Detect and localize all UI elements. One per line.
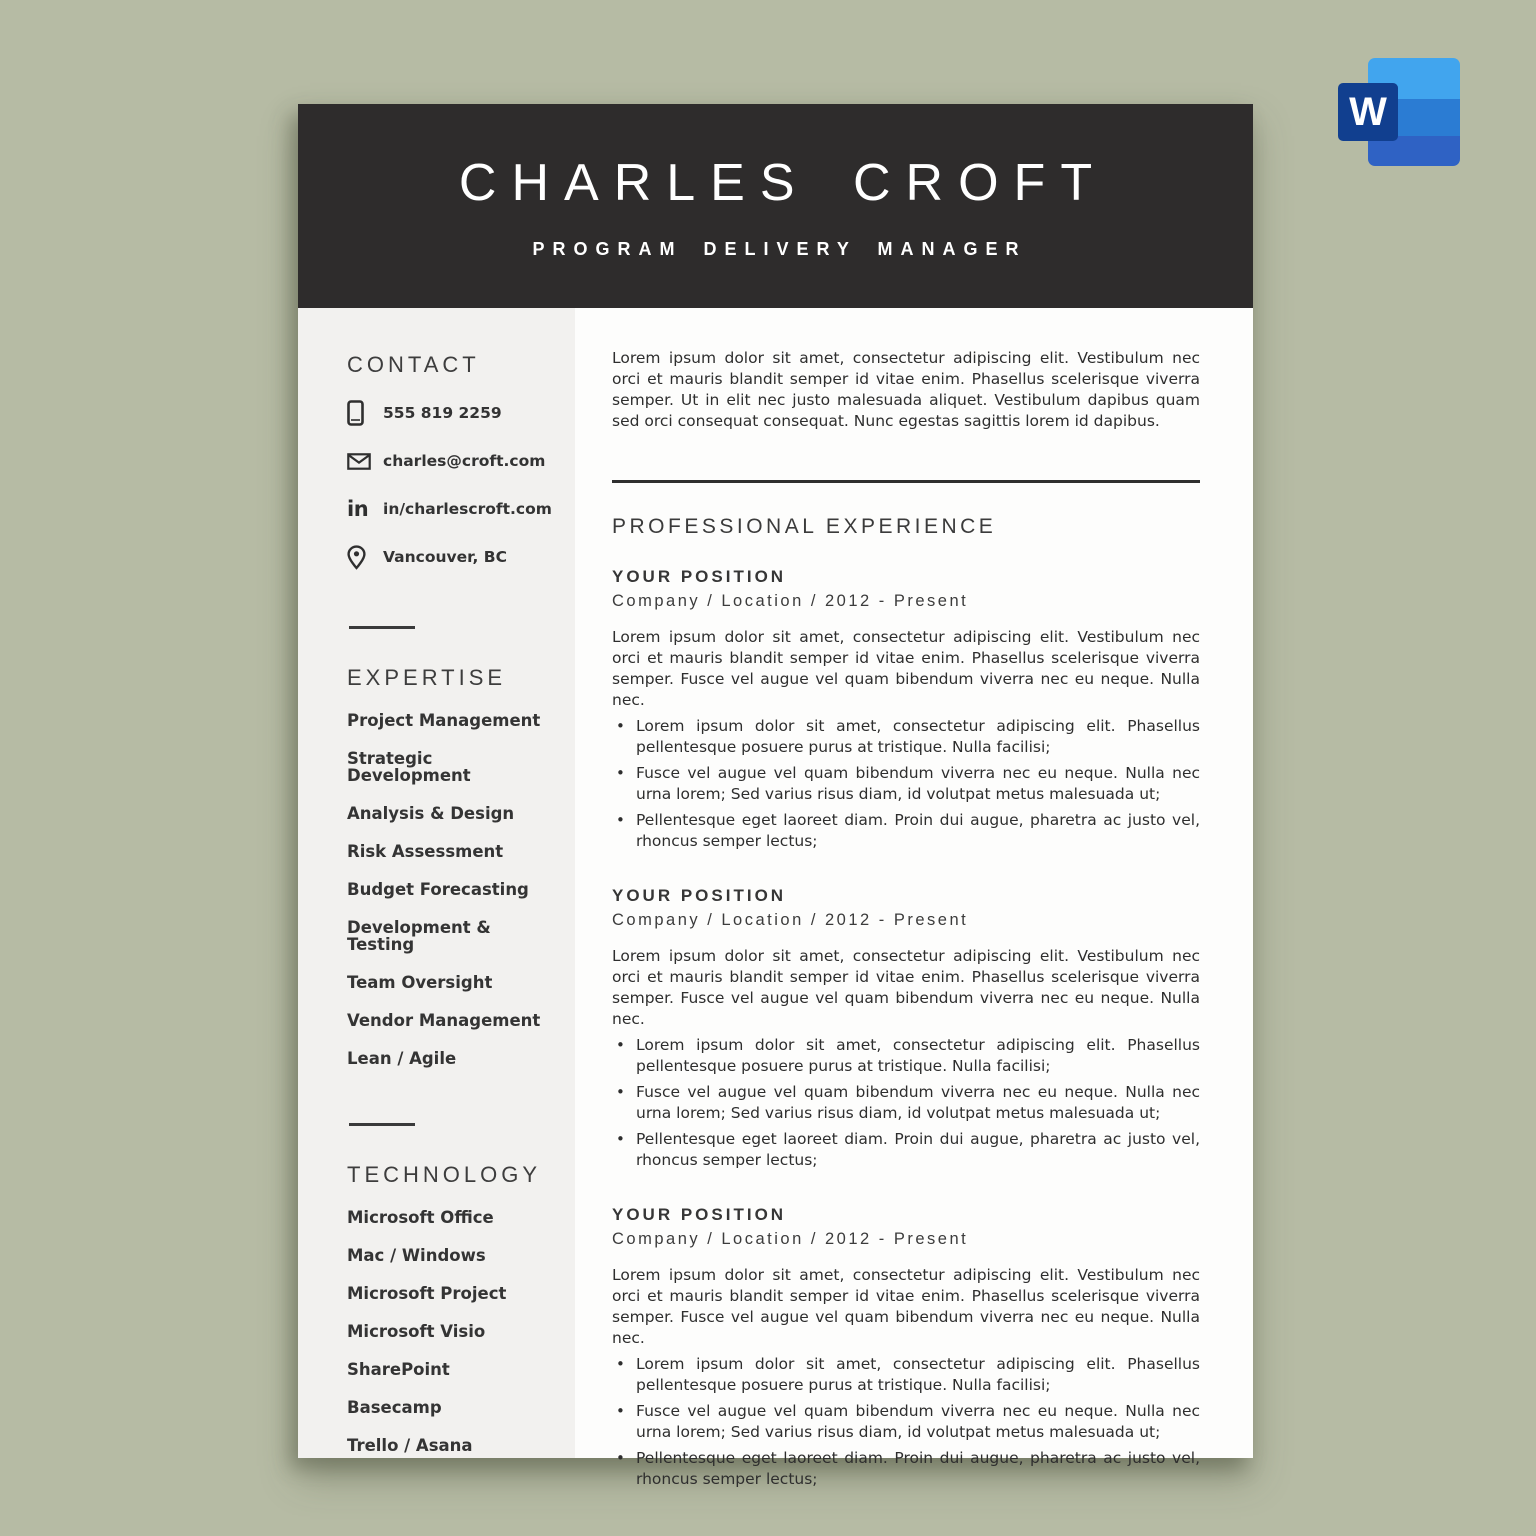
bullet-marker: • <box>616 1035 625 1054</box>
contact-item-linkedin <box>347 496 553 522</box>
bullet-marker: • <box>616 1129 625 1148</box>
job-entry-2 <box>612 886 1200 1171</box>
job-meta: Company / Location / 2012 - Present <box>612 1229 969 1248</box>
sidebar <box>298 308 575 1458</box>
bullet-marker: • <box>616 1401 625 1420</box>
job-bullets <box>612 716 1200 852</box>
bullet-item: • Pellentesque eget laoreet diam. Proin dui augue, pharetra ac justo vel, rhoncus semper lectus; <box>612 1448 1200 1490</box>
job-entry-1 <box>612 567 1200 852</box>
bullet-item: • Lorem ipsum dolor sit amet, consectetur adipiscing elit. Phasellus pellentesque posuere purus at tristique. Nulla facilisi; <box>612 716 1200 758</box>
job-bullets <box>612 1354 1200 1490</box>
bullet-marker: • <box>616 716 625 735</box>
bullet-item: • Lorem ipsum dolor sit amet, consectetur adipiscing elit. Phasellus pellentesque posuere purus at tristique. Nulla facilisi; <box>612 1354 1200 1396</box>
contact-email: charles@croft.com <box>383 452 546 470</box>
sidebar-divider <box>349 626 415 629</box>
resume-header <box>298 104 1253 308</box>
word-w-icon <box>1338 83 1398 141</box>
contact-item-phone <box>347 400 553 426</box>
candidate-name: CHARLES CROFT <box>458 153 1108 212</box>
contact-location: Vancouver, BC <box>383 548 507 566</box>
bullet-item: • Pellentesque eget laoreet diam. Proin dui augue, pharetra ac justo vel, rhoncus semper lectus; <box>612 810 1200 852</box>
bullet-item: • Fusce vel augue vel quam bibendum viverra nec eu neque. Nulla nec urna lorem; Sed varius risus diam, id volutpat metus malesuada ut; <box>612 763 1200 805</box>
job-meta: Company / Location / 2012 - Present <box>612 591 969 610</box>
job-paragraph: Lorem ipsum dolor sit amet, consectetur adipiscing elit. Vestibulum nec orci et mauris blandit semper id vitae enim. Phasellus scelerisque viverra semper. Fusce vel augue vel quam bibendum viverra nec eu neque. Nulla nec. <box>612 946 1200 1028</box>
contact-phone: 555 819 2259 <box>383 404 502 422</box>
main-column <box>575 308 1253 1488</box>
list-item: Risk Assessment <box>347 842 504 861</box>
technology-heading: TECHNOLOGY <box>347 1162 542 1187</box>
bullet-item: • Pellentesque eget laoreet diam. Proin dui augue, pharetra ac justo vel, rhoncus semper lectus; <box>612 1129 1200 1171</box>
resume-body <box>298 308 1253 1488</box>
list-item: Development & Testing <box>347 918 491 954</box>
job-position: YOUR POSITION <box>612 1204 787 1224</box>
list-item: Project Management <box>347 711 541 730</box>
job-bullets <box>612 1035 1200 1171</box>
location-pin-icon <box>347 545 371 570</box>
contact-item-email <box>347 448 553 474</box>
list-item: Budget Forecasting <box>347 880 529 899</box>
technology-list <box>347 1209 553 1454</box>
experience-heading: PROFESSIONAL EXPERIENCE <box>612 514 997 538</box>
list-item: Lean / Agile <box>347 1049 457 1068</box>
bullet-item: • Fusce vel augue vel quam bibendum viverra nec eu neque. Nulla nec urna lorem; Sed varius risus diam, id volutpat metus malesuada ut; <box>612 1401 1200 1443</box>
job-position: YOUR POSITION <box>612 885 787 905</box>
job-entry-3 <box>612 1205 1200 1490</box>
job-paragraph: Lorem ipsum dolor sit amet, consectetur adipiscing elit. Vestibulum nec orci et mauris blandit semper id vitae enim. Phasellus scelerisque viverra semper. Fusce vel augue vel quam bibendum viverra nec eu neque. Nulla nec. <box>612 627 1200 709</box>
job-paragraph: Lorem ipsum dolor sit amet, consectetur adipiscing elit. Vestibulum nec orci et mauris blandit semper id vitae enim. Phasellus scelerisque viverra semper. Fusce vel augue vel quam bibendum viverra nec eu neque. Nulla nec. <box>612 1265 1200 1347</box>
bullet-item: • Fusce vel augue vel quam bibendum viverra nec eu neque. Nulla nec urna lorem; Sed varius risus diam, id volutpat metus malesuada ut; <box>612 1082 1200 1124</box>
bullet-marker: • <box>616 1082 625 1101</box>
section-rule <box>612 480 1200 483</box>
sidebar-divider <box>349 1123 415 1126</box>
list-item: Trello / Asana <box>347 1436 473 1455</box>
list-item: Vendor Management <box>347 1011 541 1030</box>
linkedin-icon: in <box>347 497 369 521</box>
bullet-marker: • <box>616 1448 625 1467</box>
smartphone-icon <box>347 400 371 426</box>
contact-item-location <box>347 544 553 570</box>
word-letter: W <box>1349 89 1387 134</box>
bullet-item: • Lorem ipsum dolor sit amet, consectetur adipiscing elit. Phasellus pellentesque posuere purus at tristique. Nulla facilisi; <box>612 1035 1200 1077</box>
envelope-icon <box>347 453 371 470</box>
word-logo <box>1338 58 1460 166</box>
job-meta: Company / Location / 2012 - Present <box>612 910 969 929</box>
list-item: Microsoft Office <box>347 1208 494 1227</box>
candidate-title: PROGRAM DELIVERY MANAGER <box>532 238 1027 259</box>
list-item: Basecamp <box>347 1398 442 1417</box>
contact-heading: CONTACT <box>347 352 480 377</box>
bullet-marker: • <box>616 763 625 782</box>
bullet-marker: • <box>616 810 625 829</box>
contact-linkedin: in/charlescroft.com <box>383 500 552 518</box>
list-item: Microsoft Project <box>347 1284 507 1303</box>
resume-page <box>298 104 1253 1488</box>
list-item: Microsoft Visio <box>347 1322 486 1341</box>
list-item: Team Oversight <box>347 973 493 992</box>
list-item: Strategic Development <box>347 749 471 785</box>
expertise-list <box>347 712 553 1067</box>
expertise-heading: EXPERTISE <box>347 665 507 690</box>
list-item: SharePoint <box>347 1360 450 1379</box>
job-position: YOUR POSITION <box>612 566 787 586</box>
summary-paragraph: Lorem ipsum dolor sit amet, consectetur adipiscing elit. Vestibulum nec orci et mauris blandit semper id vitae enim. Phasellus scelerisque viverra semper. Ut in elit nec justo malesuada aliquet. Vestibulum dapibus quam sed orci consequat consequat. Nunc egestas sagittis lorem id dapibus. <box>612 349 1200 430</box>
bullet-marker: • <box>616 1354 625 1373</box>
list-item: Mac / Windows <box>347 1246 486 1265</box>
list-item: Analysis & Design <box>347 804 515 823</box>
